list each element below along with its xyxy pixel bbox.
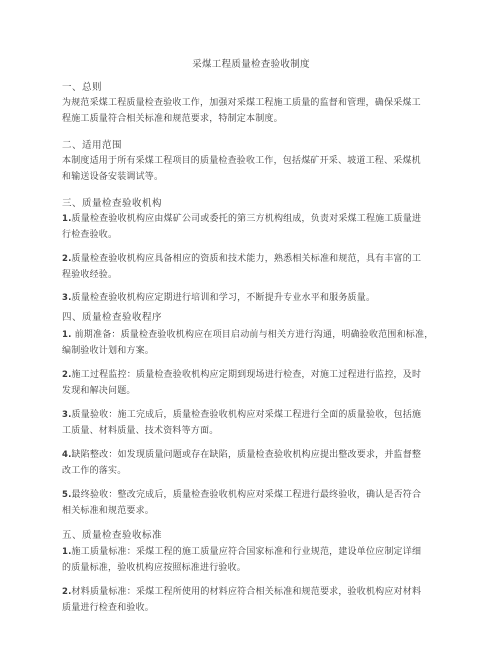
section-heading-standards: 五、质量检查验收标准 bbox=[62, 530, 163, 541]
list-item bbox=[62, 251, 447, 283]
paragraph-line: 质量验收：施工完成后，质量检查验收机构应对采煤工程进行全面的质量验收，包括施 bbox=[71, 410, 422, 420]
list-number: 3. bbox=[62, 293, 72, 303]
paragraph-line: 质量进行检查和验收。 bbox=[62, 603, 155, 613]
paragraph-line: 改工作的落实。 bbox=[62, 466, 127, 476]
paragraph-line: 发现和解决问题。 bbox=[62, 386, 136, 396]
list-number: 2. bbox=[62, 370, 72, 380]
list-number: 2. bbox=[62, 587, 72, 597]
list-number: 5. bbox=[62, 490, 72, 500]
list-item bbox=[62, 487, 447, 519]
paragraph-line: 前期准备：质量检查验收机构应在项目启动前与相关方进行沟通，明确验收范围和标准， bbox=[71, 330, 434, 340]
list-number: 1. bbox=[62, 330, 72, 340]
paragraph-line: 程验收经验。 bbox=[62, 270, 118, 280]
paragraph-line: 编制验收计划和方案。 bbox=[62, 346, 155, 356]
section-heading-procedure: 四、质量检查验收程序 bbox=[62, 312, 163, 323]
list-item bbox=[62, 290, 447, 306]
list-number: 2. bbox=[62, 254, 72, 264]
list-number: 3. bbox=[62, 410, 72, 420]
list-number: 1. bbox=[62, 547, 72, 557]
list-number: 1. bbox=[62, 214, 72, 224]
paragraph-line: 的质量标准，验收机构应按照标准进行验收。 bbox=[62, 563, 247, 573]
list-item bbox=[62, 211, 447, 243]
list-item bbox=[62, 327, 447, 359]
paragraph-line: 和输送设备安装调试等。 bbox=[62, 172, 164, 182]
paragraph bbox=[62, 153, 447, 185]
list-item bbox=[62, 407, 447, 439]
section-heading-general: 一、总则 bbox=[62, 82, 103, 93]
paragraph-line: 程施工质量符合相关标准和规范要求，特制定本制度。 bbox=[62, 114, 283, 124]
document-title: 采煤工程质量检查验收制度 bbox=[192, 59, 310, 70]
list-item bbox=[62, 584, 447, 616]
section-heading-organization: 三、质量检查验收机构 bbox=[62, 198, 163, 209]
paragraph-line: 工质量、材料质量、技术资料等方面。 bbox=[62, 426, 219, 436]
paragraph-line: 为规范采煤工程质量检查验收工作，加强对采煤工程施工质量的监督和管理，确保采煤工 bbox=[62, 98, 421, 108]
paragraph bbox=[62, 95, 447, 127]
paragraph-line: 缺陷整改：如发现质量问题或存在缺陷，质量检查验收机构应提出整改要求，并监督整 bbox=[71, 450, 422, 460]
list-number: 4. bbox=[62, 450, 72, 460]
list-item bbox=[62, 544, 447, 576]
list-item bbox=[62, 447, 447, 479]
paragraph-line: 行检查验收。 bbox=[62, 230, 118, 240]
paragraph-line: 材料质量标准：采煤工程所使用的材料应符合相关标准和规范要求，验收机构应对材料 bbox=[71, 587, 422, 597]
section-heading-scope: 二、适用范围 bbox=[62, 140, 123, 151]
paragraph-line: 质量检查验收机构应具备相应的资质和技术能力，熟悉相关标准和规范，具有丰富的工 bbox=[71, 254, 422, 264]
paragraph-line: 质量检查验收机构应定期进行培训和学习，不断提升专业水平和服务质量。 bbox=[71, 293, 376, 303]
paragraph-line: 质量检查验收机构应由煤矿公司或委托的第三方机构组成，负责对采煤工程施工质量进 bbox=[71, 214, 422, 224]
paragraph-line: 施工过程监控：质量检查验收机构应定期到现场进行检查，对施工过程进行监控，及时 bbox=[71, 370, 422, 380]
paragraph-line: 本制度适用于所有采煤工程项目的质量检查验收工作，包括煤矿开采、坡道工程、采煤机 bbox=[62, 156, 421, 166]
paragraph-line: 施工质量标准：采煤工程的施工质量应符合国家标准和行业规范，建设单位应制定详细 bbox=[71, 547, 422, 557]
paragraph-line: 最终验收：整改完成后，质量检查验收机构应对采煤工程进行最终验收，确认是否符合 bbox=[71, 490, 422, 500]
list-item bbox=[62, 367, 447, 399]
paragraph-line: 相关标准和规范要求。 bbox=[62, 506, 155, 516]
